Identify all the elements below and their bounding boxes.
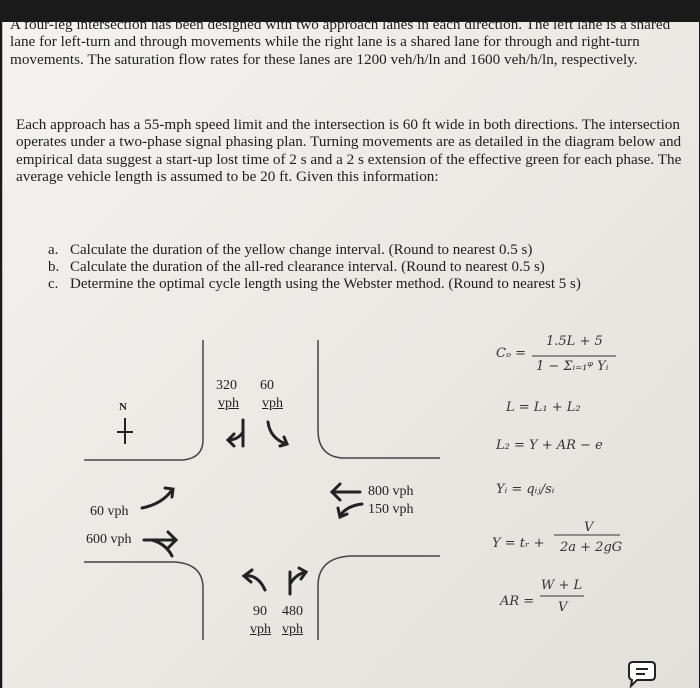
webster-lhs: Cₒ = (496, 346, 526, 361)
chat-bubble-icon[interactable] (625, 660, 659, 688)
sb-right-volume: 60 (260, 378, 274, 393)
nb-right-unit: vph (282, 622, 303, 637)
north-arrow-icon (117, 418, 133, 444)
eb-left-volume: 60 vph (90, 504, 129, 519)
nb-left-unit: vph (250, 622, 271, 637)
north-label: N (119, 401, 127, 413)
yellow-denominator: 2a + 2gG (560, 540, 623, 555)
allred-numerator: W + L (541, 578, 583, 593)
wb-through-volume: 800 vph (368, 484, 414, 499)
webster-denominator: 1 − Σᵢ₌₁ᵠ Yᵢ (536, 359, 609, 374)
question-c: c. Determine the optimal cycle length using the Webster method. (Round to nearest 5 s) (48, 276, 581, 292)
question-b: b. Calculate the duration of the all-red clearance interval. (Round to nearest 0.5 s) (48, 259, 545, 275)
yellow-lhs: Y = tᵣ + (492, 536, 545, 551)
curb-sw (84, 562, 203, 640)
eb-through-volume: 600 vph (86, 532, 132, 547)
allred-lhs: AR = (500, 594, 535, 609)
curb-ne (318, 340, 440, 458)
problem-paragraph-2: Each approach has a 55-mph speed limit and the intersection is 60 ft wide in both directions. The intersection operates under a two-phase signal phasing plan. Turning movements are as detailed in the diagram below and empirical data suggest a start-up lost time of 2 s and a 2 s extension of the effective green for each phase. The average vehicle length is assumed to be 20 ft. Given this information: (16, 116, 682, 186)
flow-ratio-formula: Yᵢ = qᵢⱼ/sᵢ (496, 482, 555, 497)
curb-nw (84, 340, 203, 460)
webster-numerator: 1.5L + 5 (546, 334, 603, 349)
yellow-numerator: V (584, 520, 594, 535)
question-a: a. Calculate the duration of the yellow change interval. (Round to nearest 0.5 s) (48, 242, 533, 258)
allred-denominator: V (558, 600, 568, 615)
sb-left-volume: 320 (216, 378, 237, 393)
nb-right-volume: 480 (282, 604, 303, 619)
nb-left-volume: 90 (253, 604, 267, 619)
problem-paragraph-1: A four-leg intersection has been designed with two approach lanes in each direction. The left lane is a shared lane for left-turn and through movements while the right lane is a shared lane for through and right-turn movements. The saturation flow rates for these lanes are 1200 veh/h/ln and 1600 veh/h/ln, respectively. (10, 16, 671, 68)
sb-right-unit: vph (262, 396, 283, 411)
curb-se (318, 556, 440, 640)
l2-formula: L₂ = Y + AR − e (496, 438, 603, 453)
eastbound-arrows-icon (142, 488, 176, 556)
lost-time-formula: L = L₁ + L₂ (506, 400, 581, 415)
westbound-arrows-icon (332, 484, 362, 517)
sb-left-unit: vph (218, 396, 239, 411)
northbound-arrows-icon (244, 568, 306, 594)
wb-right-volume: 150 vph (368, 502, 414, 517)
southbound-arrows-icon (228, 420, 287, 446)
